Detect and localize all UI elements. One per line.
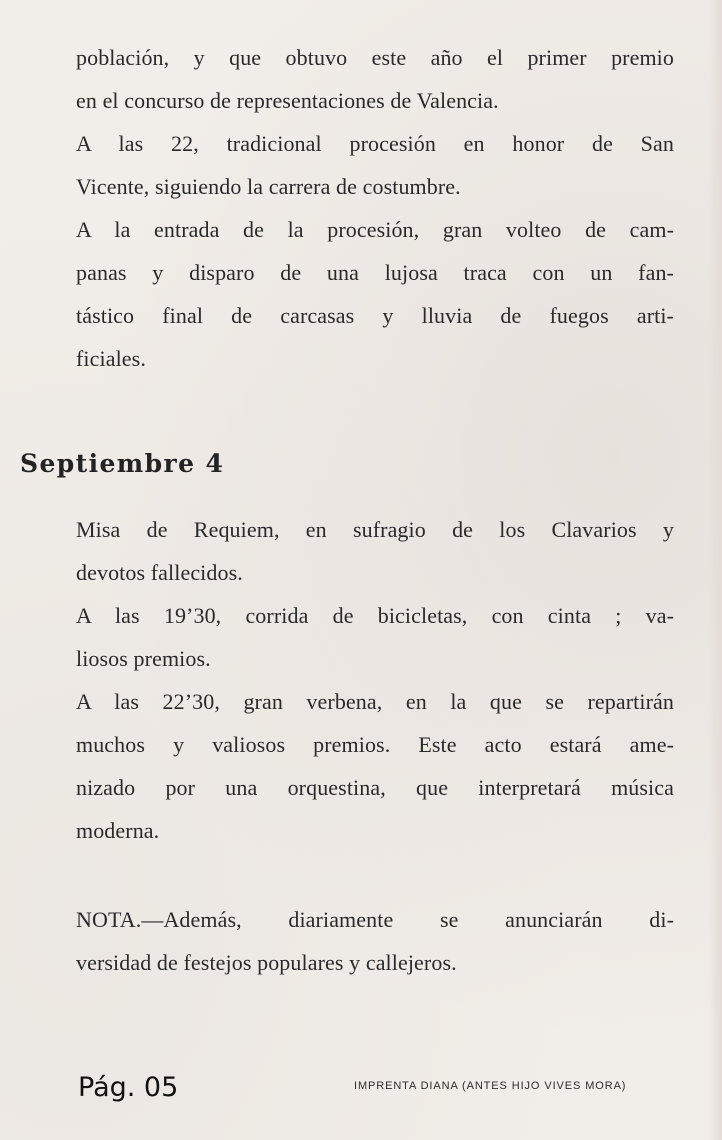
text-line: A las 22’30, gran verbena, en la que se repartirán (76, 689, 674, 714)
page-edge-shadow (708, 0, 722, 1140)
text-line: liosos premios. (76, 646, 211, 671)
text-line: moderna. (76, 818, 160, 843)
paragraphs-top (76, 36, 674, 380)
text-line: Vicente, siguiendo la carrera de costumbre. (76, 174, 461, 199)
text-line: NOTA.—Además, diariamente se anunciarán di- (76, 907, 674, 932)
text-line: A las 19’30, corrida de bicicletas, con cinta ; va- (76, 603, 674, 628)
text-line: nizado por una orquestina, que interpretará música (76, 775, 674, 800)
section-body (76, 508, 674, 852)
text-line: en el concurso de representaciones de Valencia. (76, 88, 499, 113)
note-paragraph (76, 898, 674, 984)
text-line: tástico final de carcasas y lluvia de fuegos arti- (76, 303, 674, 328)
text-line: A las 22, tradicional procesión en honor de San (76, 131, 674, 156)
printer-imprint: IMPRENTA DIANA (ANTES HIJO VIVES MORA) (354, 1080, 627, 1092)
text-line: versidad de festejos populares y callejeros. (76, 950, 457, 975)
page-number: Pág. 05 (78, 1072, 179, 1103)
text-line: ficiales. (76, 346, 146, 371)
text-line: muchos y valiosos premios. Este acto estará ame- (76, 732, 674, 757)
text-line: devotos fallecidos. (76, 560, 243, 585)
text-line: Misa de Requiem, en sufragio de los Clavarios y (76, 517, 674, 542)
text-line: población, y que obtuvo este año el primer premio (76, 45, 674, 70)
text-line: panas y disparo de una lujosa traca con un fan- (76, 260, 674, 285)
section-heading: Septiembre 4 (20, 449, 225, 478)
text-line: A la entrada de la procesión, gran volteo de cam- (76, 217, 674, 242)
